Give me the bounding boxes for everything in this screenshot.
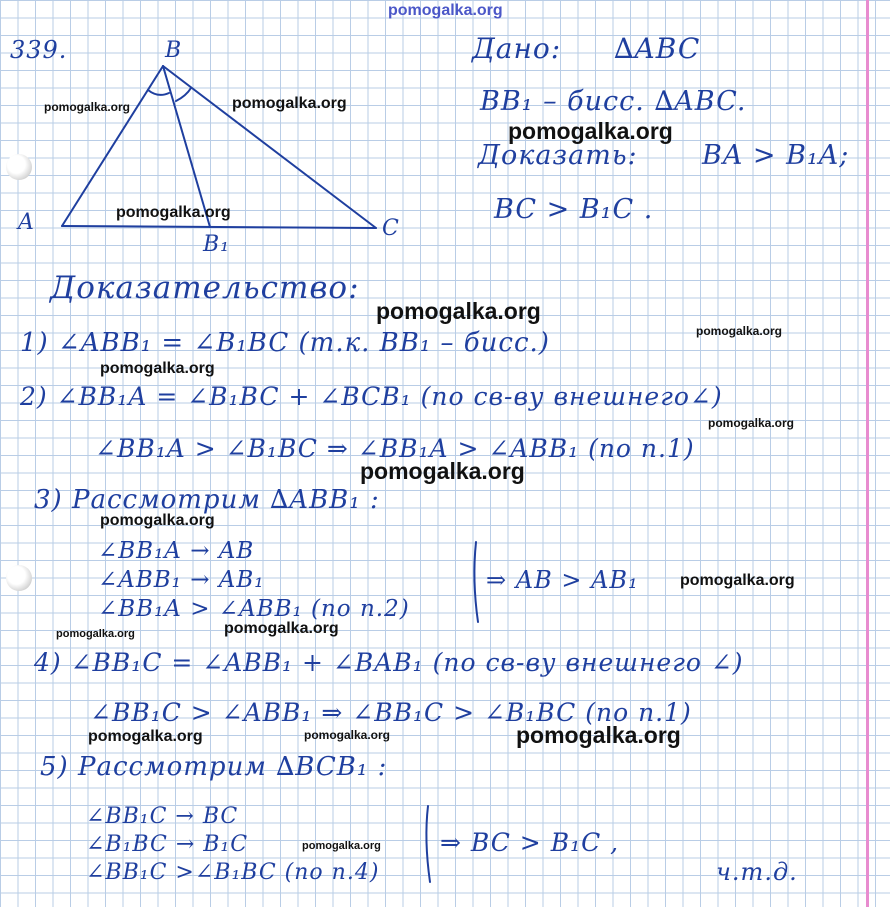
- watermark: pomogalka.org: [88, 728, 203, 745]
- proof-heading: Доказательство:: [50, 270, 360, 306]
- proof-step-1: 1) ∠ABB₁ = ∠B₁BC (т.к. BB₁ – бисс.): [20, 328, 550, 358]
- given-triangle: ∆ABC: [614, 32, 701, 65]
- prove-statement-1: BA > B₁A;: [702, 140, 850, 171]
- step3-line-2: ∠ABB₁ → AB₁: [98, 567, 265, 593]
- step5-line-1: ∠BB₁C → BC: [86, 804, 239, 829]
- watermark: pomogalka.org: [302, 840, 381, 852]
- proof-step-3: 3) Рассмотрим ∆ABB₁ :: [34, 485, 380, 515]
- angle-arc-1: [148, 90, 169, 95]
- step3-line-3: ∠BB₁A > ∠ABB₁ (по п.2): [98, 596, 410, 622]
- label-vertex-c: C: [382, 216, 400, 241]
- watermark: pomogalka.org: [508, 118, 673, 144]
- watermark: pomogalka.org: [360, 458, 525, 484]
- watermark: pomogalka.org: [100, 360, 215, 377]
- step3-line-1: ∠BB₁A → AB: [98, 538, 255, 564]
- step5-line-3: ∠BB₁C >∠B₁BC (по п.4): [86, 860, 380, 885]
- label-vertex-b: B: [165, 38, 183, 63]
- watermark: pomogalka.org: [388, 2, 503, 19]
- watermark: pomogalka.org: [696, 324, 783, 338]
- given-heading: Дано:: [472, 32, 562, 65]
- watermark: pomogalka.org: [708, 416, 795, 430]
- watermark: pomogalka.org: [44, 100, 131, 114]
- watermark: pomogalka.org: [224, 620, 339, 637]
- bisector-bb1: [163, 66, 210, 227]
- proof-step-2: 2) ∠BB₁A = ∠B₁BC + ∠BCB₁ (по св-ву внешнего∠): [20, 382, 723, 411]
- step3-conclusion: ⇒ AB > AB₁: [486, 566, 639, 594]
- watermark: pomogalka.org: [116, 204, 231, 221]
- proof-step-4b: ∠BB₁C > ∠ABB₁ ⇒ ∠BB₁C > ∠B₁BC (по п.1): [90, 698, 692, 727]
- prove-label: Доказать:: [478, 140, 638, 171]
- prove-statement-2: BC > B₁C .: [494, 194, 654, 225]
- proof-step-2b: ∠BB₁A > ∠B₁BC ⇒ ∠BB₁A > ∠ABB₁ (по п.1): [95, 434, 695, 463]
- brace-step3: [474, 542, 478, 622]
- label-vertex-b1: B₁: [203, 232, 230, 257]
- watermark: pomogalka.org: [56, 628, 135, 640]
- watermark: pomogalka.org: [304, 728, 391, 742]
- given-bisector: BB₁ – бисс. ∆ABC.: [480, 86, 747, 117]
- label-vertex-a: A: [18, 210, 35, 235]
- side-ac: [62, 226, 376, 228]
- step5-line-2: ∠B₁BC → B₁C: [86, 832, 249, 857]
- watermark: pomogalka.org: [376, 298, 541, 324]
- step5-conclusion: ⇒ BC > B₁C ,: [440, 828, 620, 857]
- proof-step-4: 4) ∠BB₁C = ∠ABB₁ + ∠BAB₁ (по св-ву внешнего ∠): [34, 648, 744, 677]
- problem-number: 339.: [10, 36, 68, 64]
- watermark: pomogalka.org: [232, 95, 347, 112]
- watermark: pomogalka.org: [100, 512, 215, 529]
- angle-arc-2: [176, 88, 191, 101]
- watermark: pomogalka.org: [516, 722, 681, 748]
- proof-step-5: 5) Рассмотрим ∆BCB₁ :: [40, 752, 388, 782]
- brace-step5: [426, 806, 430, 882]
- watermark: pomogalka.org: [680, 572, 795, 589]
- qed: ч.т.д.: [716, 858, 798, 886]
